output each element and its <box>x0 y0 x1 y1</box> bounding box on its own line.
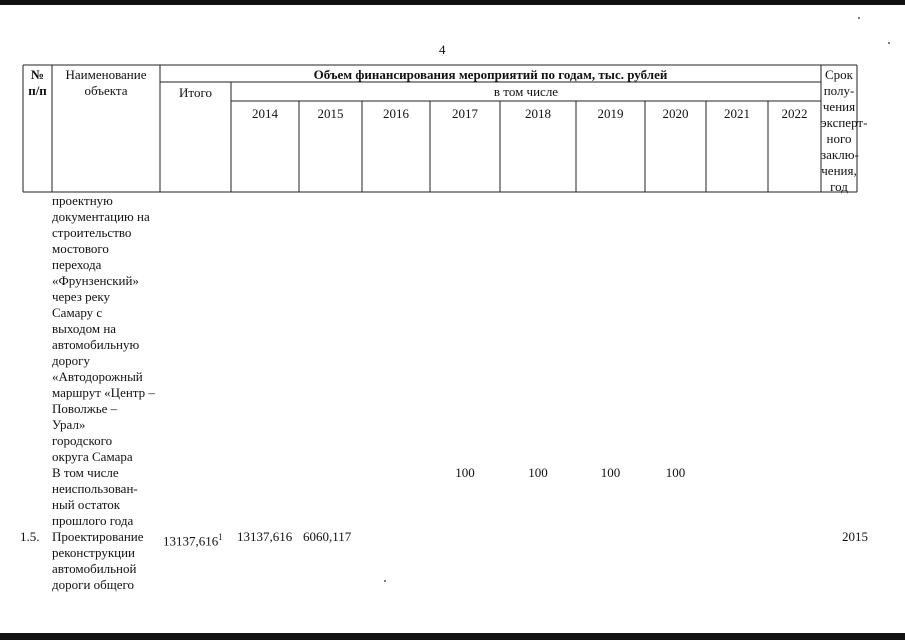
header-including: в том числе <box>493 84 559 99</box>
unused-balance-2017: 100 <box>455 465 475 480</box>
row-1-5-2015: 6060,117 <box>303 529 352 544</box>
header-year-2021: 2021 <box>724 106 750 121</box>
header-year-2017: 2017 <box>452 106 478 121</box>
row-1-5-total <box>163 529 223 549</box>
header-total: Итого <box>179 85 212 100</box>
header-deadline: Срок полу- чения эксперт- ного заклю- чения, год <box>821 67 868 194</box>
header-funding: Объем финансирования мероприятий по годам, тыс. рублей <box>313 67 668 82</box>
header-number: № п/п <box>28 67 47 98</box>
unused-balance-2019: 100 <box>600 465 621 480</box>
continuation-object-name: проектную документацию на строительство мостового перехода «Фрунзенский» через реку Самару с выходом на автомобильную дорогу «Автодорожный маршрут «Центр – Поволжье – Урал» городского округа Самара <box>52 193 155 464</box>
header-year-2014: 2014 <box>252 106 278 121</box>
row-1-5-number: 1.5. <box>20 529 40 544</box>
row-1-5-2014: 13137,616 <box>237 529 293 544</box>
unused-balance-label: В том числе неиспользован- ный остаток прошлого года <box>52 465 138 528</box>
unused-balance-2020: 100 <box>665 465 686 480</box>
row-1-5-name: Проектирование реконструкции автомобильной дороги общего <box>52 529 144 592</box>
row-1-5-total-footnote: 1 <box>218 532 223 542</box>
header-year-2015: 2015 <box>317 106 344 121</box>
page-number: 4 <box>439 42 446 57</box>
header-year-2022: 2022 <box>781 106 808 121</box>
row-1-5-total-value: 13137,616 <box>163 533 219 549</box>
scan-speck <box>858 17 860 19</box>
scan-speck <box>888 42 890 44</box>
header-year-2019: 2019 <box>597 106 624 121</box>
scan-speck <box>384 580 386 582</box>
unused-balance-2018: 100 <box>528 465 548 480</box>
header-object-name: Наименование объекта <box>65 67 147 98</box>
header-year-2018: 2018 <box>525 106 551 121</box>
row-1-5-deadline: 2015 <box>842 529 868 544</box>
header-year-2016: 2016 <box>383 106 409 121</box>
header-year-2020: 2020 <box>662 106 689 121</box>
